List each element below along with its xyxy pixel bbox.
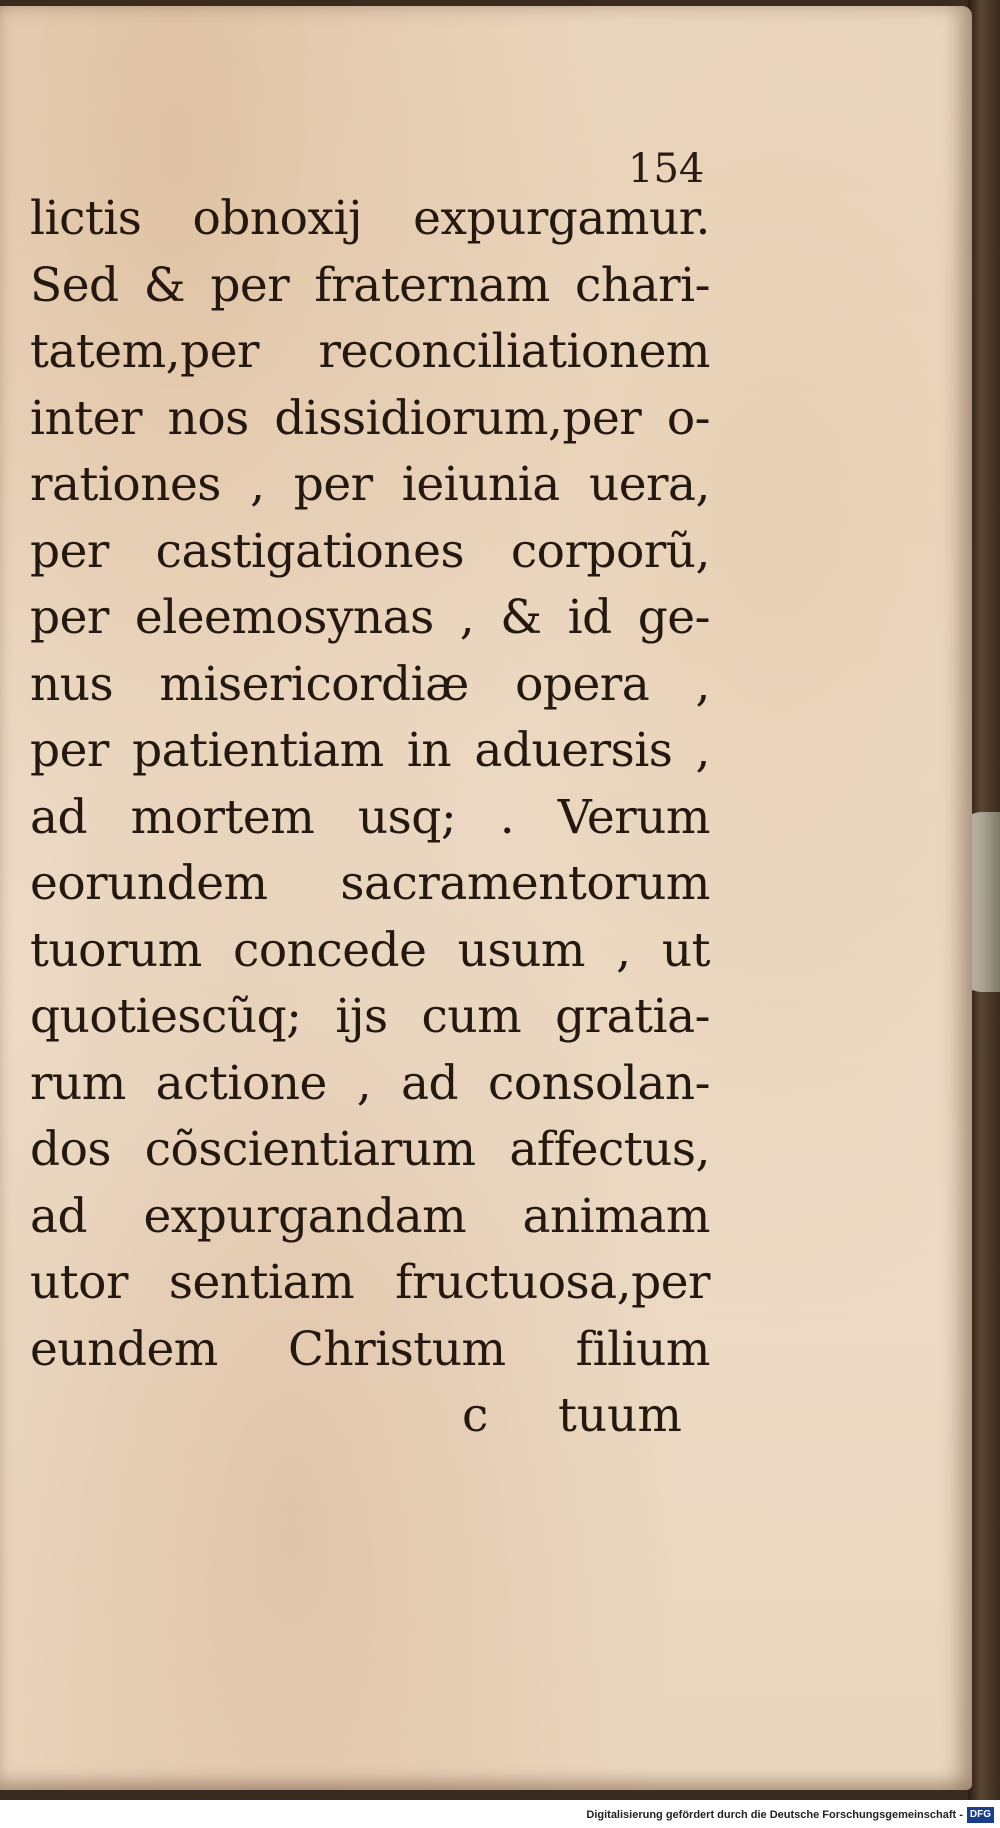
text-line: inter nos dissidiorum,per o- <box>30 390 710 446</box>
text-line: nus misericordiæ opera , <box>30 656 710 712</box>
text-line: per eleemosynas , & id ge- <box>30 590 710 645</box>
text-line: eundem Christum filium <box>30 1321 710 1377</box>
text-line: eorundem sacramentorum <box>30 856 710 911</box>
footer-bar <box>0 1800 1000 1828</box>
text-line: rationes , per ieiunia uera, <box>30 457 710 512</box>
text-line: quotiescũq; ijs cum gratia- <box>30 989 710 1044</box>
funding-credit <box>586 1806 994 1824</box>
text-line: per patientiam in aduersis , <box>30 723 710 778</box>
text-line: ad expurgandam animam <box>30 1188 710 1244</box>
text-line: dos cõscientiarum affectus, <box>30 1122 710 1177</box>
signature-line <box>30 1383 710 1449</box>
page-text <box>30 186 710 1449</box>
text-line: tuorum concede usum , ut <box>30 922 710 978</box>
text-line: ad mortem usq; . Verum <box>30 789 710 845</box>
signature-mark: c <box>462 1388 489 1443</box>
text-line: rum actione , ad consolan- <box>30 1055 710 1111</box>
book-page <box>0 6 972 1790</box>
text-line: tatem,per reconciliationem <box>30 324 710 379</box>
catchword: tuum <box>558 1388 682 1443</box>
page-number: 154 <box>628 146 705 192</box>
funding-credit-text: Digitalisierung gefördert durch die Deutsche Forschungsgemeinschaft - <box>586 1809 963 1821</box>
text-line: per castigationes corporũ, <box>30 523 710 579</box>
text-line: utor sentiam fructuosa,per <box>30 1255 710 1310</box>
text-line: Sed & per fraternam chari- <box>30 257 710 313</box>
text-line: lictis obnoxij expurgamur. <box>30 191 710 246</box>
dfg-logo: DFG <box>967 1807 994 1823</box>
